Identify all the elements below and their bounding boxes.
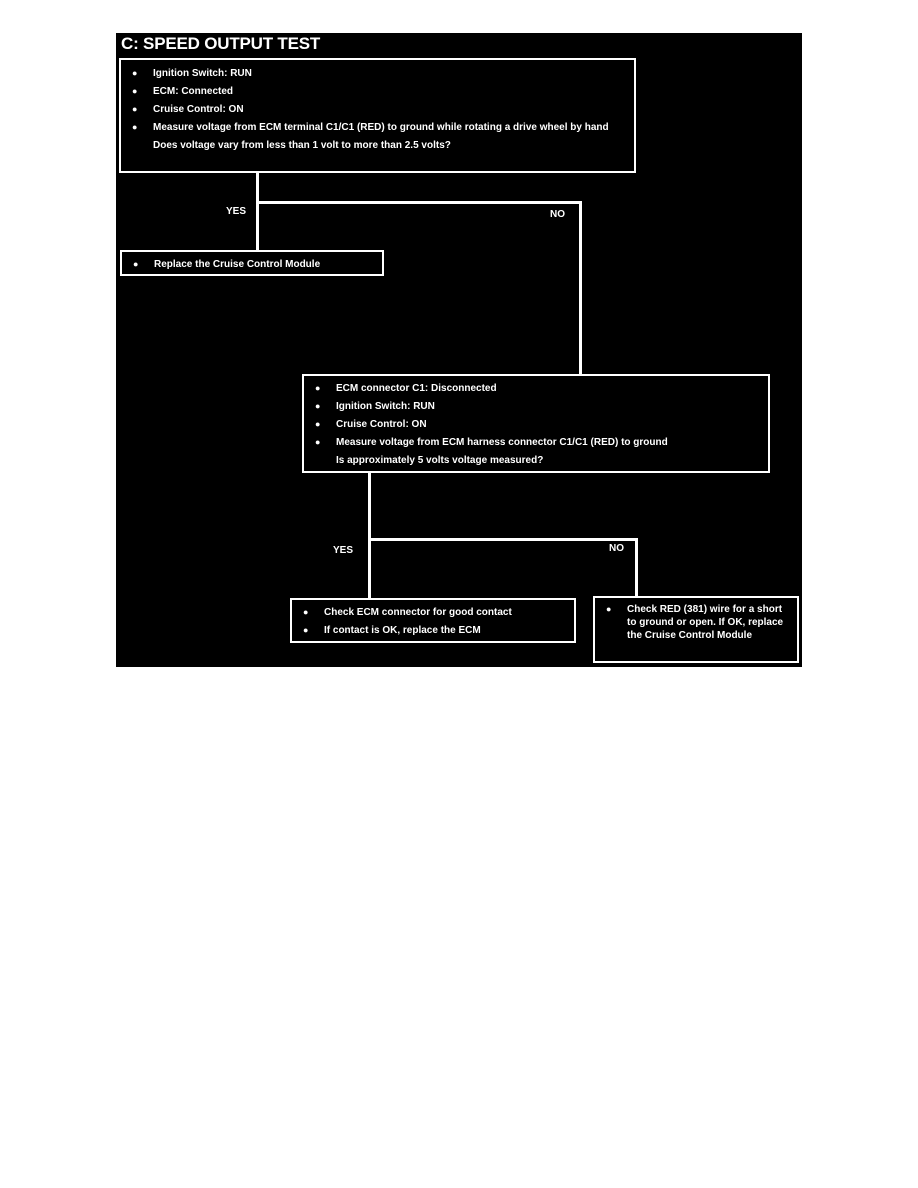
bullet-icon: ● [606,604,612,614]
yes-label: YES [226,206,247,217]
step-box-3 [302,374,770,473]
step-box-1 [119,58,636,173]
step-3-item: ● Ignition Switch: RUN [315,401,435,412]
bullet-icon: ● [133,259,139,269]
step-5-item: ● Check RED (381) wire for a short to ground or open. If OK, replace the Cruise Control Module [606,604,784,641]
no-label: NO [550,209,565,220]
connector-line [368,473,371,599]
step-2-item: ● Replace the Cruise Control Module [133,259,321,270]
connector-line [635,538,638,598]
step-4-item: ● Check ECM connector for good contact [303,607,512,618]
connector-line [256,173,259,251]
yes-label: YES [333,545,354,556]
step-3-item: ● Measure voltage from ECM harness connector C1/C1 (RED) to ground [315,437,668,448]
step-3-item: ● Cruise Control: ON [315,419,427,430]
bullet-icon: ● [132,104,138,114]
connector-line [256,201,582,204]
bullet-icon: ● [303,625,309,635]
bullet-icon: ● [132,68,138,78]
step-box-4 [290,598,576,643]
step-box-5 [593,596,799,663]
step-3-question: Is approximately 5 volts voltage measured? [336,455,544,466]
bullet-icon: ● [315,383,321,393]
connector-line [579,201,582,375]
bullet-icon: ● [315,419,321,429]
step-4-item: ● If contact is OK, replace the ECM [303,625,481,636]
flowchart-panel [116,33,802,667]
step-1-item: ● ECM: Connected [132,86,233,97]
step-1-item: ● Cruise Control: ON [132,104,244,115]
bullet-icon: ● [132,86,138,96]
bullet-icon: ● [132,122,138,132]
step-box-2 [120,250,384,276]
bullet-icon: ● [315,401,321,411]
step-3-item: ● ECM connector C1: Disconnected [315,383,497,394]
diagram-title: C: SPEED OUTPUT TEST [121,34,321,53]
no-label: NO [609,543,624,554]
bullet-icon: ● [303,607,309,617]
step-1-question: Does voltage vary from less than 1 volt to more than 2.5 volts? [153,140,451,151]
bullet-icon: ● [315,437,321,447]
step-1-item: ● Ignition Switch: RUN [132,68,252,79]
connector-line [368,538,638,541]
step-1-item: ● Measure voltage from ECM terminal C1/C1 (RED) to ground while rotating a drive wheel by hand [132,122,609,133]
